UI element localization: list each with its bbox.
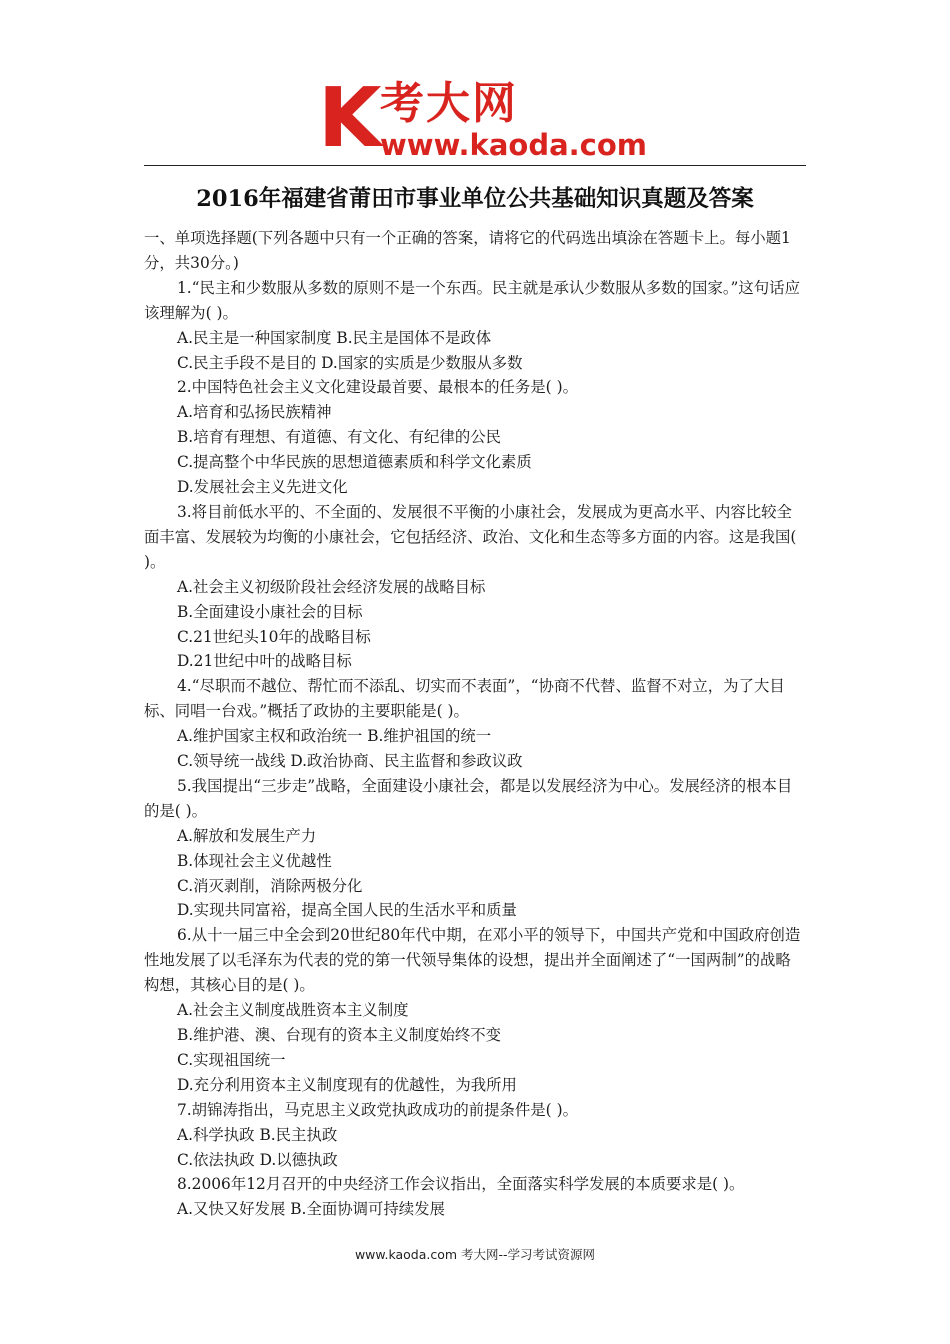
paragraph: B.维护港、澳、台现有的资本主义制度始终不变 (177, 1026, 502, 1044)
paragraph: C.提高整个中华民族的思想道德素质和科学文化素质 (177, 453, 532, 472)
paragraph: A.社会主义制度战胜资本主义制度 (177, 1001, 409, 1020)
header-rule (144, 165, 806, 166)
paragraph: C.领导统一战线 D.政治协商、民主监督和参政议政 (177, 752, 523, 771)
paragraph: A.社会主义初级阶段社会经济发展的战略目标 (177, 577, 486, 596)
paragraph: D.发展社会主义先进文化 (177, 478, 348, 497)
paragraph: C.消灭剥削，消除两极分化 (177, 876, 363, 895)
paragraph: C.实现祖国统一 (177, 1050, 286, 1069)
paragraph: B.培育有理想、有道德、有文化、有纪律的公民 (177, 428, 502, 447)
paragraph: D.21世纪中叶的战略目标 (177, 652, 352, 671)
paragraph: B.全面建设小康社会的目标 (177, 602, 363, 621)
logo-k-mark: K (318, 71, 380, 166)
paragraph: A.培育和弘扬民族精神 (177, 403, 332, 422)
paragraph: A.维护国家主权和政治统一 B.维护祖国的统一 (177, 727, 492, 746)
paragraph: D.实现共同富裕，提高全国人民的生活水平和质量 (177, 901, 517, 920)
paragraph: A.解放和发展生产力 (177, 826, 317, 845)
paragraph: C.民主手段不是目的 D.国家的实质是少数服从多数 (177, 353, 523, 372)
paragraph: 8.2006年12月召开的中央经济工作会议指出，全面落实科学发展的本质要求是( )。 (177, 1175, 745, 1194)
logo-chinese-name: 考大网 (380, 78, 518, 129)
paragraph: 5.我国提出“三步走”战略，全面建设小康社会，都是以发展经济为中心。发展经济的根本目的是( )。 (144, 776, 793, 820)
paragraph: 一、单项选择题(下列各题中只有一个正确的答案，请将它的代码选出填涂在答题卡上。每小题1分，共30分。) (144, 229, 791, 272)
paragraph: 4.“尽职而不越位、帮忙而不添乱、切实而不表面”，“协商不代替、监督不对立，为了大目标、同唱一台戏。”概括了政协的主要职能是( )。 (144, 677, 785, 721)
paragraph: A.民主是一种国家制度 B.民主是国体不是政体 (177, 328, 492, 347)
paragraph: A.又快又好发展 B.全面协调可持续发展 (177, 1200, 445, 1219)
paragraph: D.充分利用资本主义制度现有的优越性，为我所用 (177, 1075, 517, 1094)
kaoda-logo (318, 71, 647, 166)
paragraph: B.体现社会主义优越性 (177, 851, 332, 870)
paragraph: 6.从十一届三中全会到20世纪80年代中期，在邓小平的领导下，中国共产党和中国政府创造性地发展了以毛泽东为代表的党的第一代领导集体的设想，提出并全面阐述了“一国两制”的战略构想，其核心目的是( )。 (144, 926, 801, 995)
logo-url: www.kaoda.com (380, 128, 647, 162)
document-body (144, 226, 806, 1222)
paragraph: 2.中国特色社会主义文化建设最首要、最根本的任务是( )。 (177, 378, 578, 397)
paragraph: 3.将目前低水平的、不全面的、发展很不平衡的小康社会，发展成为更高水平、内容比较全面丰富、发展较为均衡的小康社会，它包括经济、政治、文化和生态等多方面的内容。这是我国( )。 (144, 502, 797, 571)
paragraph: 1.“民主和少数服从多数的原则不是一个东西。民主就是承认少数服从多数的国家。”这句话应该理解为( )。 (144, 278, 800, 322)
page-footer: www.kaoda.com 考大网--学习考试资源网 (354, 1247, 596, 1262)
paragraph: C.依法执政 D.以德执政 (177, 1150, 338, 1169)
paragraph: A.科学执政 B.民主执政 (177, 1125, 338, 1144)
document-title: 2016年福建省莆田市事业单位公共基础知识真题及答案 (196, 186, 754, 212)
paragraph: 7.胡锦涛指出，马克思主义政党执政成功的前提条件是( )。 (177, 1100, 578, 1119)
paragraph: C.21世纪头10年的战略目标 (177, 627, 371, 646)
